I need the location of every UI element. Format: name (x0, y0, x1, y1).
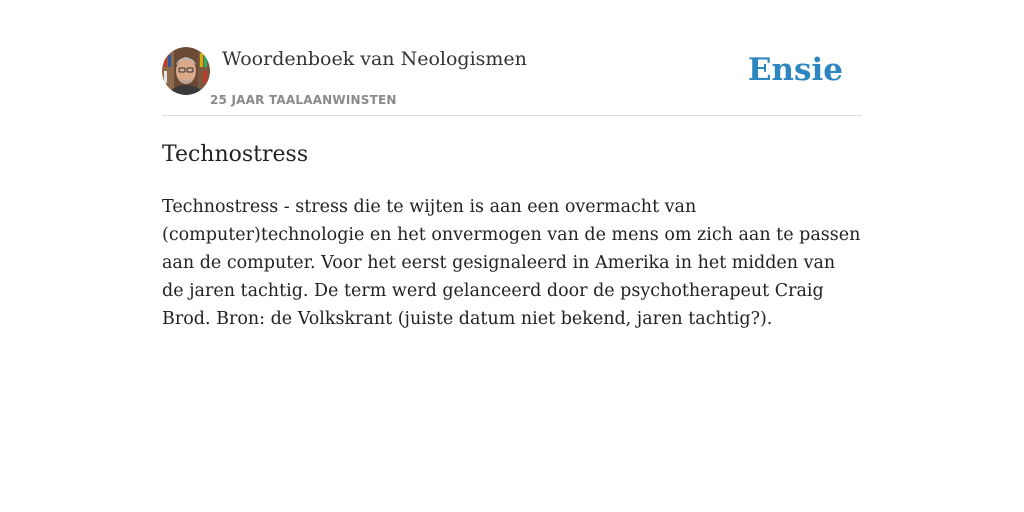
author-name[interactable]: Woordenboek van Neologismen (222, 48, 527, 70)
author-subtitle: 25 JAAR TAALAANWINSTEN (210, 93, 397, 107)
author-avatar[interactable] (162, 47, 210, 95)
author-portrait-icon (162, 47, 210, 95)
entry-definition: Technostress - stress die te wijten is aan een overmacht van (computer)technologie en het onvermogen van de mens om zich aan te passen aan de computer. Voor het eerst gesignaleerd in Amerika in het midden van de jaren tachtig. De term werd gelanceerd door de psychotherapeut Craig Brod. Bron: de Volkskrant (juiste datum niet bekend, jaren tachtig?). (162, 197, 861, 329)
brand-logo[interactable]: Ensie (747, 52, 843, 88)
entry-title: Technostress (162, 142, 309, 167)
entry-card (162, 47, 862, 333)
entry-header (162, 47, 862, 116)
